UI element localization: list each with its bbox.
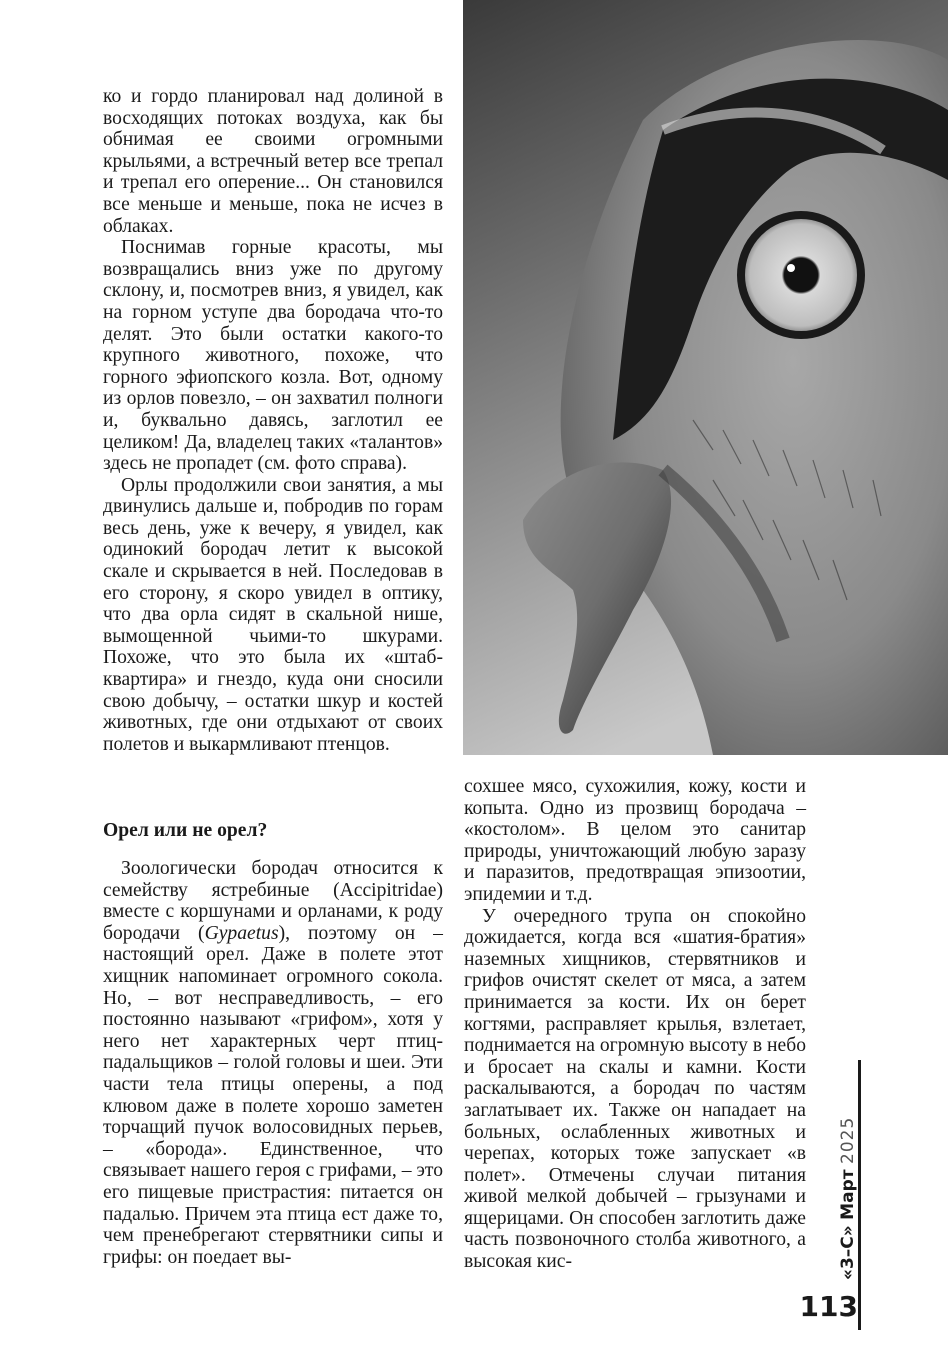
genus-name: Gypaetus — [204, 922, 279, 944]
issue-year: 2025 — [838, 1116, 858, 1164]
issue-month: Март — [838, 1169, 858, 1220]
paragraph-text: Зоологически бородач относится к семейству ястребиные (Accipitridae) вместе с коршунами и орланами, к роду бородачи ( — [103, 858, 443, 944]
paragraph: сохшее мясо, сухожилия, кожу, кости и копыта. Одно из прозвищ бородача – «костолом». В целом это санитар природы, уничтожающий любую заразу и паразитов, предотвращая эпизоотии, эпидемии и т.д. — [464, 776, 806, 905]
journal-name: «3–С» — [838, 1225, 858, 1280]
paragraph: Орлы продолжили свои занятия, а мы двинулись дальше и, побродив по горам весь день, уже к вечеру, я увидел, как одинокий бородач летит к высокой скале и скрывается в ней. Последовав в его сторону, я скоро увидел в оптику, что два орла сидят в скальной нише, вымощенной чьими-то шкурами. Похоже, что это была их «штаб-квартира» и гнездо, куда они сносили свою добычу, – остатки шкур и костей животных, где они отдыхают от своих полетов и выкармливают птенцов. — [103, 474, 443, 755]
paragraph: ко и гордо планировал над долиной в восходящих потоках воздуха, как бы обнимая ее своими огромными крыльями, а встречный ветер все трепал и трепал его оперение... Он становился все меньше и меньше, пока не исчез в облаках. — [103, 86, 443, 237]
paragraph: У очередного трупа он спокойно дожидается, когда вся «шатия-братия» наземных хищников, стервятников и грифов очистят скелет от мяса, а затем принимается за кости. Их он берет когтями, расправляет крылья, взлетает, поднимается на огромную высоту в небо и бросает на скалы и камни. Кости раскалываются, а бородач по частям заглатывает их. Также он нападает на больных, ослабленных животных и черепах, которых тоже запускает «в полет». Отмечены случаи питания живой мелкой добычей – грызунами и ящерицами. Он способен заглотить даже часть позвоночного столба животного, а высокая кис- — [464, 905, 806, 1273]
paragraph — [103, 858, 443, 1268]
paragraph-text: ), поэтому он – настоящий орел. Даже в полете этот хищник напоминает огромного сокола. Но, – вот несправедливость, – его постоянно называют «грифом», хотя у него нет характерных черт птиц-падальщиков – голой головы и шеи. Эти части тела птицы оперены, а под клювом даже в полете хорошо заметен торчащий пучок волосовидных перьев, – «борода». Единственное, что связывает нашего героя с грифами, – это его пищевые пристрастия: питается он падалью. Причем эта птица ест даже то, чем пренебрегают стервятники сипы и грифы: он поедает вы- — [103, 922, 443, 1268]
left-column-top — [103, 86, 443, 755]
folio-rule — [858, 1060, 861, 1330]
bearded-vulture-photo — [463, 0, 948, 755]
running-title — [838, 1117, 858, 1280]
right-column — [464, 776, 806, 1273]
paragraph: Поснимав горные красоты, мы возвращались вниз уже по другому склону, и, посмотрев вниз, я увидел, как на горном уступе два бородача что-то делят. Это были остатки какого-то крупного животного, похоже, что горного эфиопского козла. Вот, одному из орлов повезло, – он захватил полноги и, буквально давясь, заглотил ее целиком! Да, владелец таких «талантов» здесь не пропадет (см. фото справа). — [103, 237, 443, 475]
section-heading: Орел или не орел? — [103, 820, 268, 841]
page-number: 113 — [799, 1290, 858, 1323]
left-column-bottom — [103, 858, 443, 1268]
